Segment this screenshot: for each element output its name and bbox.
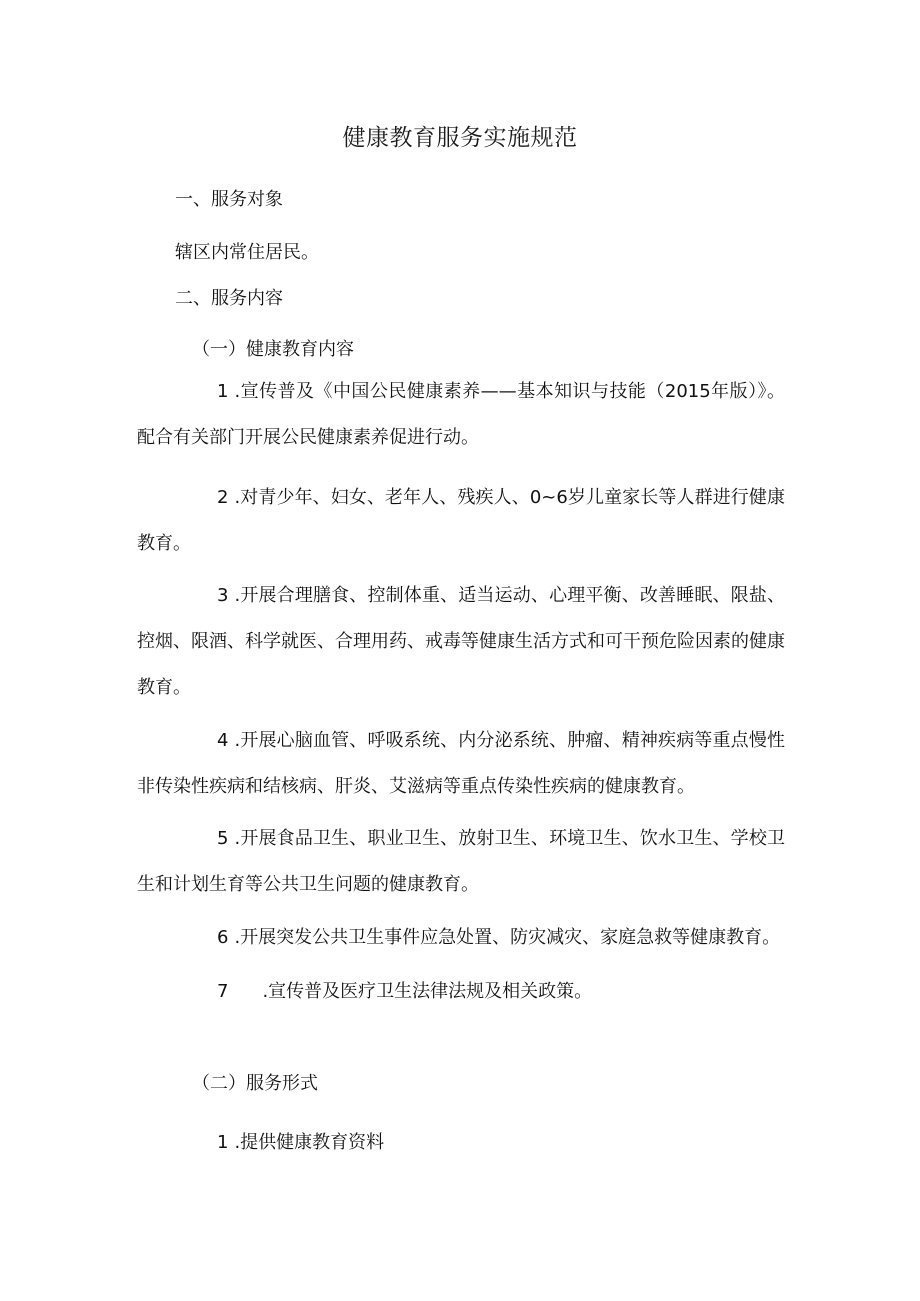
item-number: 3 [217,585,229,606]
list-item [137,573,785,711]
item-text: .宣传普及《中国公民健康素养——基本知识与技能（2015年版）》。配合有关部门开展公民健康素养促进行动。 [137,381,785,448]
list-item [137,475,785,567]
item-text: .开展食品卫生、职业卫生、放射卫生、环境卫生、饮水卫生、学校卫生和计划生育等公共卫生问题的健康教育。 [137,828,785,895]
service-target-body: 辖区内常住居民。 [175,242,319,263]
item-number: 2 [217,487,229,508]
section-heading-service-content: 二、服务内容 [175,288,283,309]
item-text: .提供健康教育资料 [234,1132,385,1153]
item-text: .宣传普及医疗卫生法律法规及相关政策。 [262,981,593,1002]
item-number: 1 [217,381,229,402]
list-item [137,915,785,961]
list-item [137,1120,785,1166]
item-number: 6 [217,927,229,948]
list-item [137,718,785,810]
subsection-heading-service-form: （二）服务形式 [192,1073,318,1094]
list-item [137,816,785,908]
item-text: .对青少年、妇女、老年人、残疾人、0~6岁儿童家长等人群进行健康教育。 [137,487,785,554]
list-item [137,369,785,461]
item-text: .开展合理膳食、控制体重、适当运动、心理平衡、改善睡眠、限盐、控烟、限酒、科学就医、合理用药、戒毒等健康生活方式和可干预危险因素的健康教育。 [137,585,785,698]
list-item [137,969,785,1015]
page-title: 健康教育服务实施规范 [342,125,578,151]
subsection-heading-education-content: （一）健康教育内容 [192,339,354,360]
item-number: 7 [217,981,229,1002]
item-number: 4 [217,730,229,751]
item-text: .开展心脑血管、呼吸系统、内分泌系统、肿瘤、精神疾病等重点慢性非传染性疾病和结核病、肝炎、艾滋病等重点传染性疾病的健康教育。 [137,730,785,797]
item-text: .开展突发公共卫生事件应急处置、防灾减灾、家庭急救等健康教育。 [234,927,781,948]
section-heading-service-target: 一、服务对象 [175,189,283,210]
item-number: 1 [217,1132,229,1153]
item-number: 5 [217,828,229,849]
